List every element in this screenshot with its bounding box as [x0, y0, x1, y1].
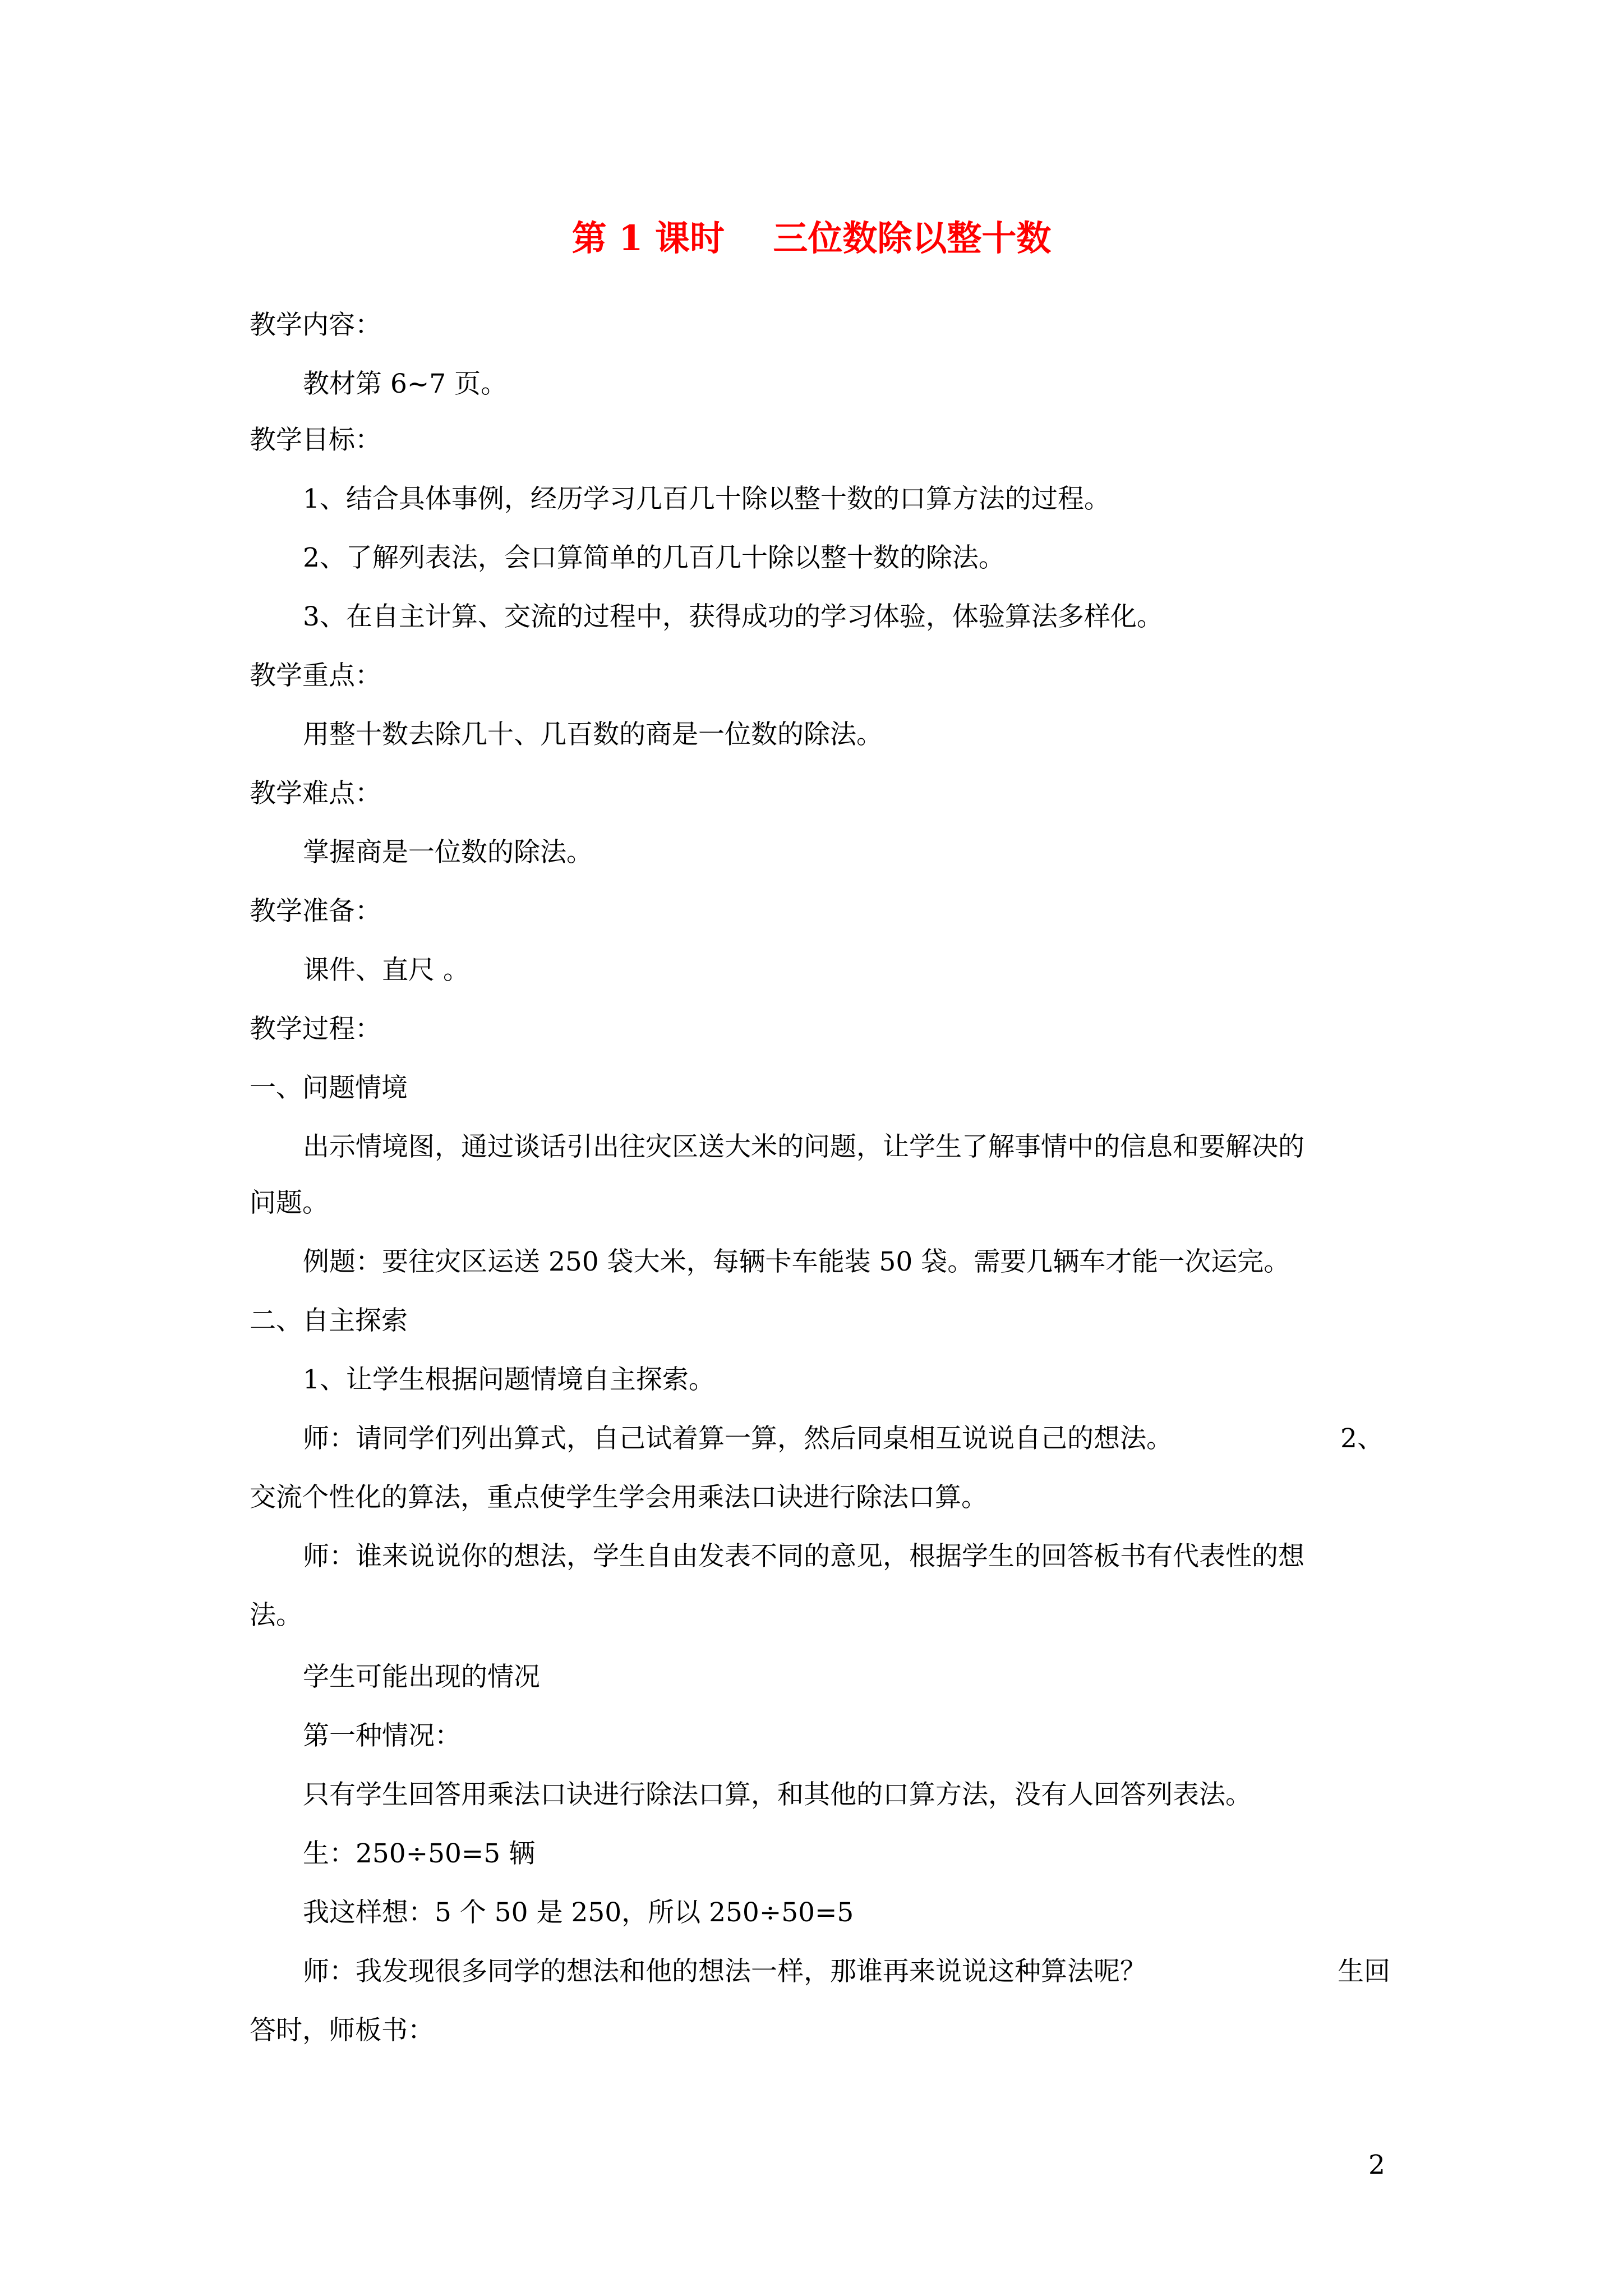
text-textbook-pages: 教材第 6~7 页。 [303, 369, 508, 399]
teacher-prompt-3: 师：我发现很多同学的想法和他的想法一样，那谁再来说说这种算法呢？ [303, 1956, 1146, 1987]
heading-teaching-goals: 教学目标： [250, 425, 381, 455]
paragraph-problem-intro-cont: 问题。 [250, 1188, 329, 1218]
page-title: 第 1 课时 三位数除以整十数 [571, 218, 1052, 259]
section-heading-explore: 二、自主探索 [250, 1305, 408, 1336]
text-difficulty: 掌握商是一位数的除法。 [303, 837, 593, 868]
text-key-point: 用整十数去除几十、几百数的商是一位数的除法。 [303, 719, 883, 750]
student-answer: 生：250÷50=5 辆 [303, 1838, 536, 1869]
student-reasoning: 我这样想：5 个 50 是 250，所以 250÷50=5 [303, 1897, 854, 1928]
heading-teaching-content: 教学内容： [250, 310, 381, 341]
goal-item-2: 2、了解列表法，会口算简单的几百几十除以整十数的除法。 [303, 542, 1005, 573]
teacher-prompt-1: 师：请同学们列出算式，自己试着算一算，然后同桌相互说说自己的想法。 [303, 1423, 1173, 1454]
explore-item-1: 1、让学生根据问题情境自主探索。 [303, 1364, 715, 1395]
teacher-prompt-2-cont: 法。 [250, 1600, 302, 1631]
text-preparation: 课件、直尺 。 [303, 955, 469, 986]
goal-item-3: 3、在自主计算、交流的过程中，获得成功的学习体验，体验算法多样化。 [303, 601, 1163, 632]
paragraph-problem-intro: 出示情境图，通过谈话引出往灾区送大米的问题，让学生了解事情中的信息和要解决的 [303, 1131, 1304, 1162]
text-first-case: 第一种情况： [303, 1720, 461, 1751]
section-heading-problem: 一、问题情境 [250, 1073, 408, 1103]
paragraph-example: 例题：要往灾区运送 250 袋大米，每辆卡车能装 50 袋。需要几辆车才能一次运完。 [303, 1246, 1290, 1277]
teacher-board-note: 答时，师板书： [250, 2015, 434, 2046]
explore-item-2-number: 2、 [1340, 1423, 1384, 1454]
goal-item-1: 1、结合具体事例，经历学习几百几十除以整十数的口算方法的过程。 [303, 484, 1110, 514]
heading-process: 教学过程： [250, 1014, 381, 1045]
heading-difficulties: 教学难点： [250, 778, 381, 809]
text-possible-cases: 学生可能出现的情况 [303, 1662, 540, 1692]
paragraph-first-case: 只有学生回答用乘法口诀进行除法口算，和其他的口算方法，没有人回答列表法。 [303, 1779, 1252, 1810]
teacher-prompt-2: 师：谁来说说你的想法，学生自由发表不同的意见，根据学生的回答板书有代表性的想 [303, 1541, 1304, 1572]
heading-preparation: 教学准备： [250, 896, 381, 927]
explore-item-2-text: 交流个性化的算法，重点使学生学会用乘法口诀进行除法口算。 [250, 1482, 988, 1513]
heading-key-points: 教学重点： [250, 660, 381, 691]
page-number: 2 [1368, 2150, 1385, 2180]
student-answer-start: 生回 [1338, 1956, 1390, 1987]
